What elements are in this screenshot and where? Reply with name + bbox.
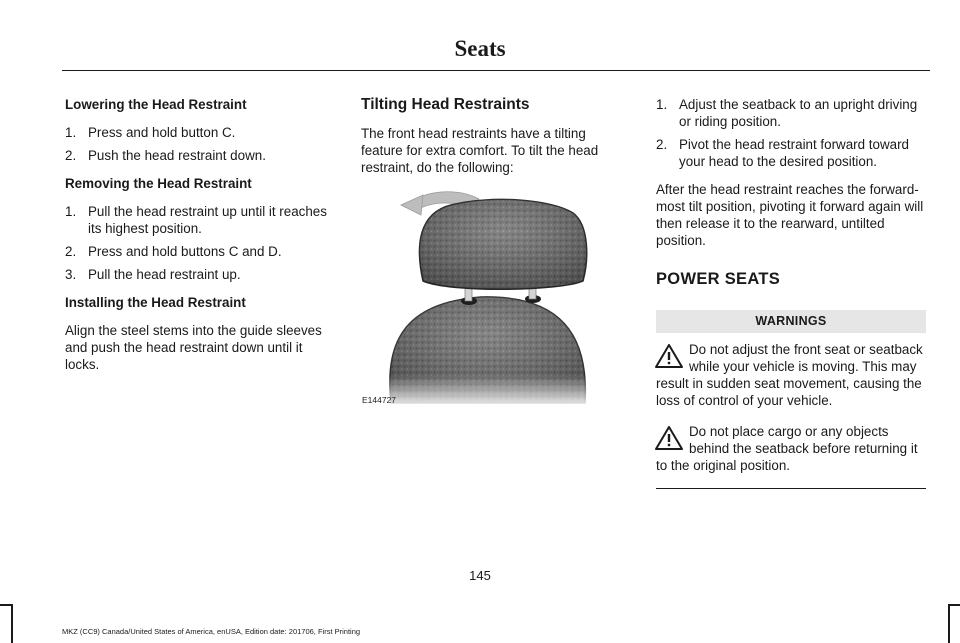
head-restraint-figure	[361, 185, 613, 409]
warnings-heading: WARNINGS	[656, 310, 926, 333]
tilt-steps	[656, 96, 926, 170]
warning-text: Do not place cargo or any objects behind the seatback before returning it to the original position.	[656, 424, 918, 473]
removing-title: Removing the Head Restraint	[65, 176, 252, 191]
list-item	[65, 203, 337, 237]
head-restraint-illustration	[361, 185, 613, 409]
step-text: Pivot the head restraint forward toward your head to the desired position.	[679, 137, 909, 169]
warning-text: Do not adjust the front seat or seatback while your vehicle is moving. This may result in sudden seat movement, causing the loss of control of your vehicle.	[656, 342, 923, 408]
list-item	[65, 243, 337, 260]
step-text: Press and hold button C.	[88, 125, 236, 140]
tilting-intro: The front head restraints have a tilting feature for extra comfort. To tilt the head restraint, do the following:	[361, 126, 599, 175]
lowering-steps	[65, 124, 337, 164]
crop-mark	[948, 604, 960, 606]
step-text: Pull the head restraint up until it reaches its highest position.	[88, 204, 327, 236]
list-item	[65, 147, 337, 164]
step-number: 1.	[65, 204, 77, 219]
step-number: 3.	[65, 267, 77, 282]
figure-code: E144727	[362, 395, 397, 405]
after-text: After the head restraint reaches the forward-most tilt position, pivoting it forward again will then release it to the rearward, untilted position.	[656, 182, 924, 248]
column-right	[656, 96, 926, 489]
list-item	[65, 124, 337, 141]
tilting-title: Tilting Head Restraints	[361, 96, 530, 113]
step-number: 2.	[65, 244, 77, 259]
warning-item	[656, 423, 926, 474]
warning-triangle-icon	[654, 425, 684, 451]
step-number: 1.	[65, 125, 77, 140]
crop-mark	[948, 604, 950, 643]
list-item	[65, 266, 337, 283]
column-middle	[361, 96, 613, 409]
step-number: 1.	[656, 97, 668, 112]
column-left	[65, 96, 337, 384]
step-text: Press and hold buttons C and D.	[88, 244, 282, 259]
crop-mark	[0, 604, 12, 606]
footer-text: MKZ (CC9) Canada/United States of America, enUSA, Edition date: 201706, First Printing	[62, 627, 361, 636]
power-seats-title: POWER SEATS	[656, 270, 781, 288]
step-text: Pull the head restraint up.	[88, 267, 241, 282]
lowering-title: Lowering the Head Restraint	[65, 97, 247, 112]
header-rule	[62, 70, 930, 71]
page-number: 145	[469, 568, 491, 583]
installing-title: Installing the Head Restraint	[65, 295, 246, 310]
step-number: 2.	[656, 137, 668, 152]
step-number: 2.	[65, 148, 77, 163]
list-item	[656, 96, 926, 130]
warnings-bottom-rule	[656, 488, 926, 489]
page-header-title: Seats	[454, 36, 506, 61]
warning-triangle-icon	[654, 343, 684, 369]
step-text: Adjust the seatback to an upright driving or riding position.	[679, 97, 918, 129]
crop-mark	[11, 604, 13, 643]
step-text: Push the head restraint down.	[88, 148, 266, 163]
removing-steps	[65, 203, 337, 283]
installing-text: Align the steel stems into the guide sleeves and push the head restraint down until it locks.	[65, 323, 322, 372]
warning-item	[656, 341, 926, 409]
list-item	[656, 136, 926, 170]
